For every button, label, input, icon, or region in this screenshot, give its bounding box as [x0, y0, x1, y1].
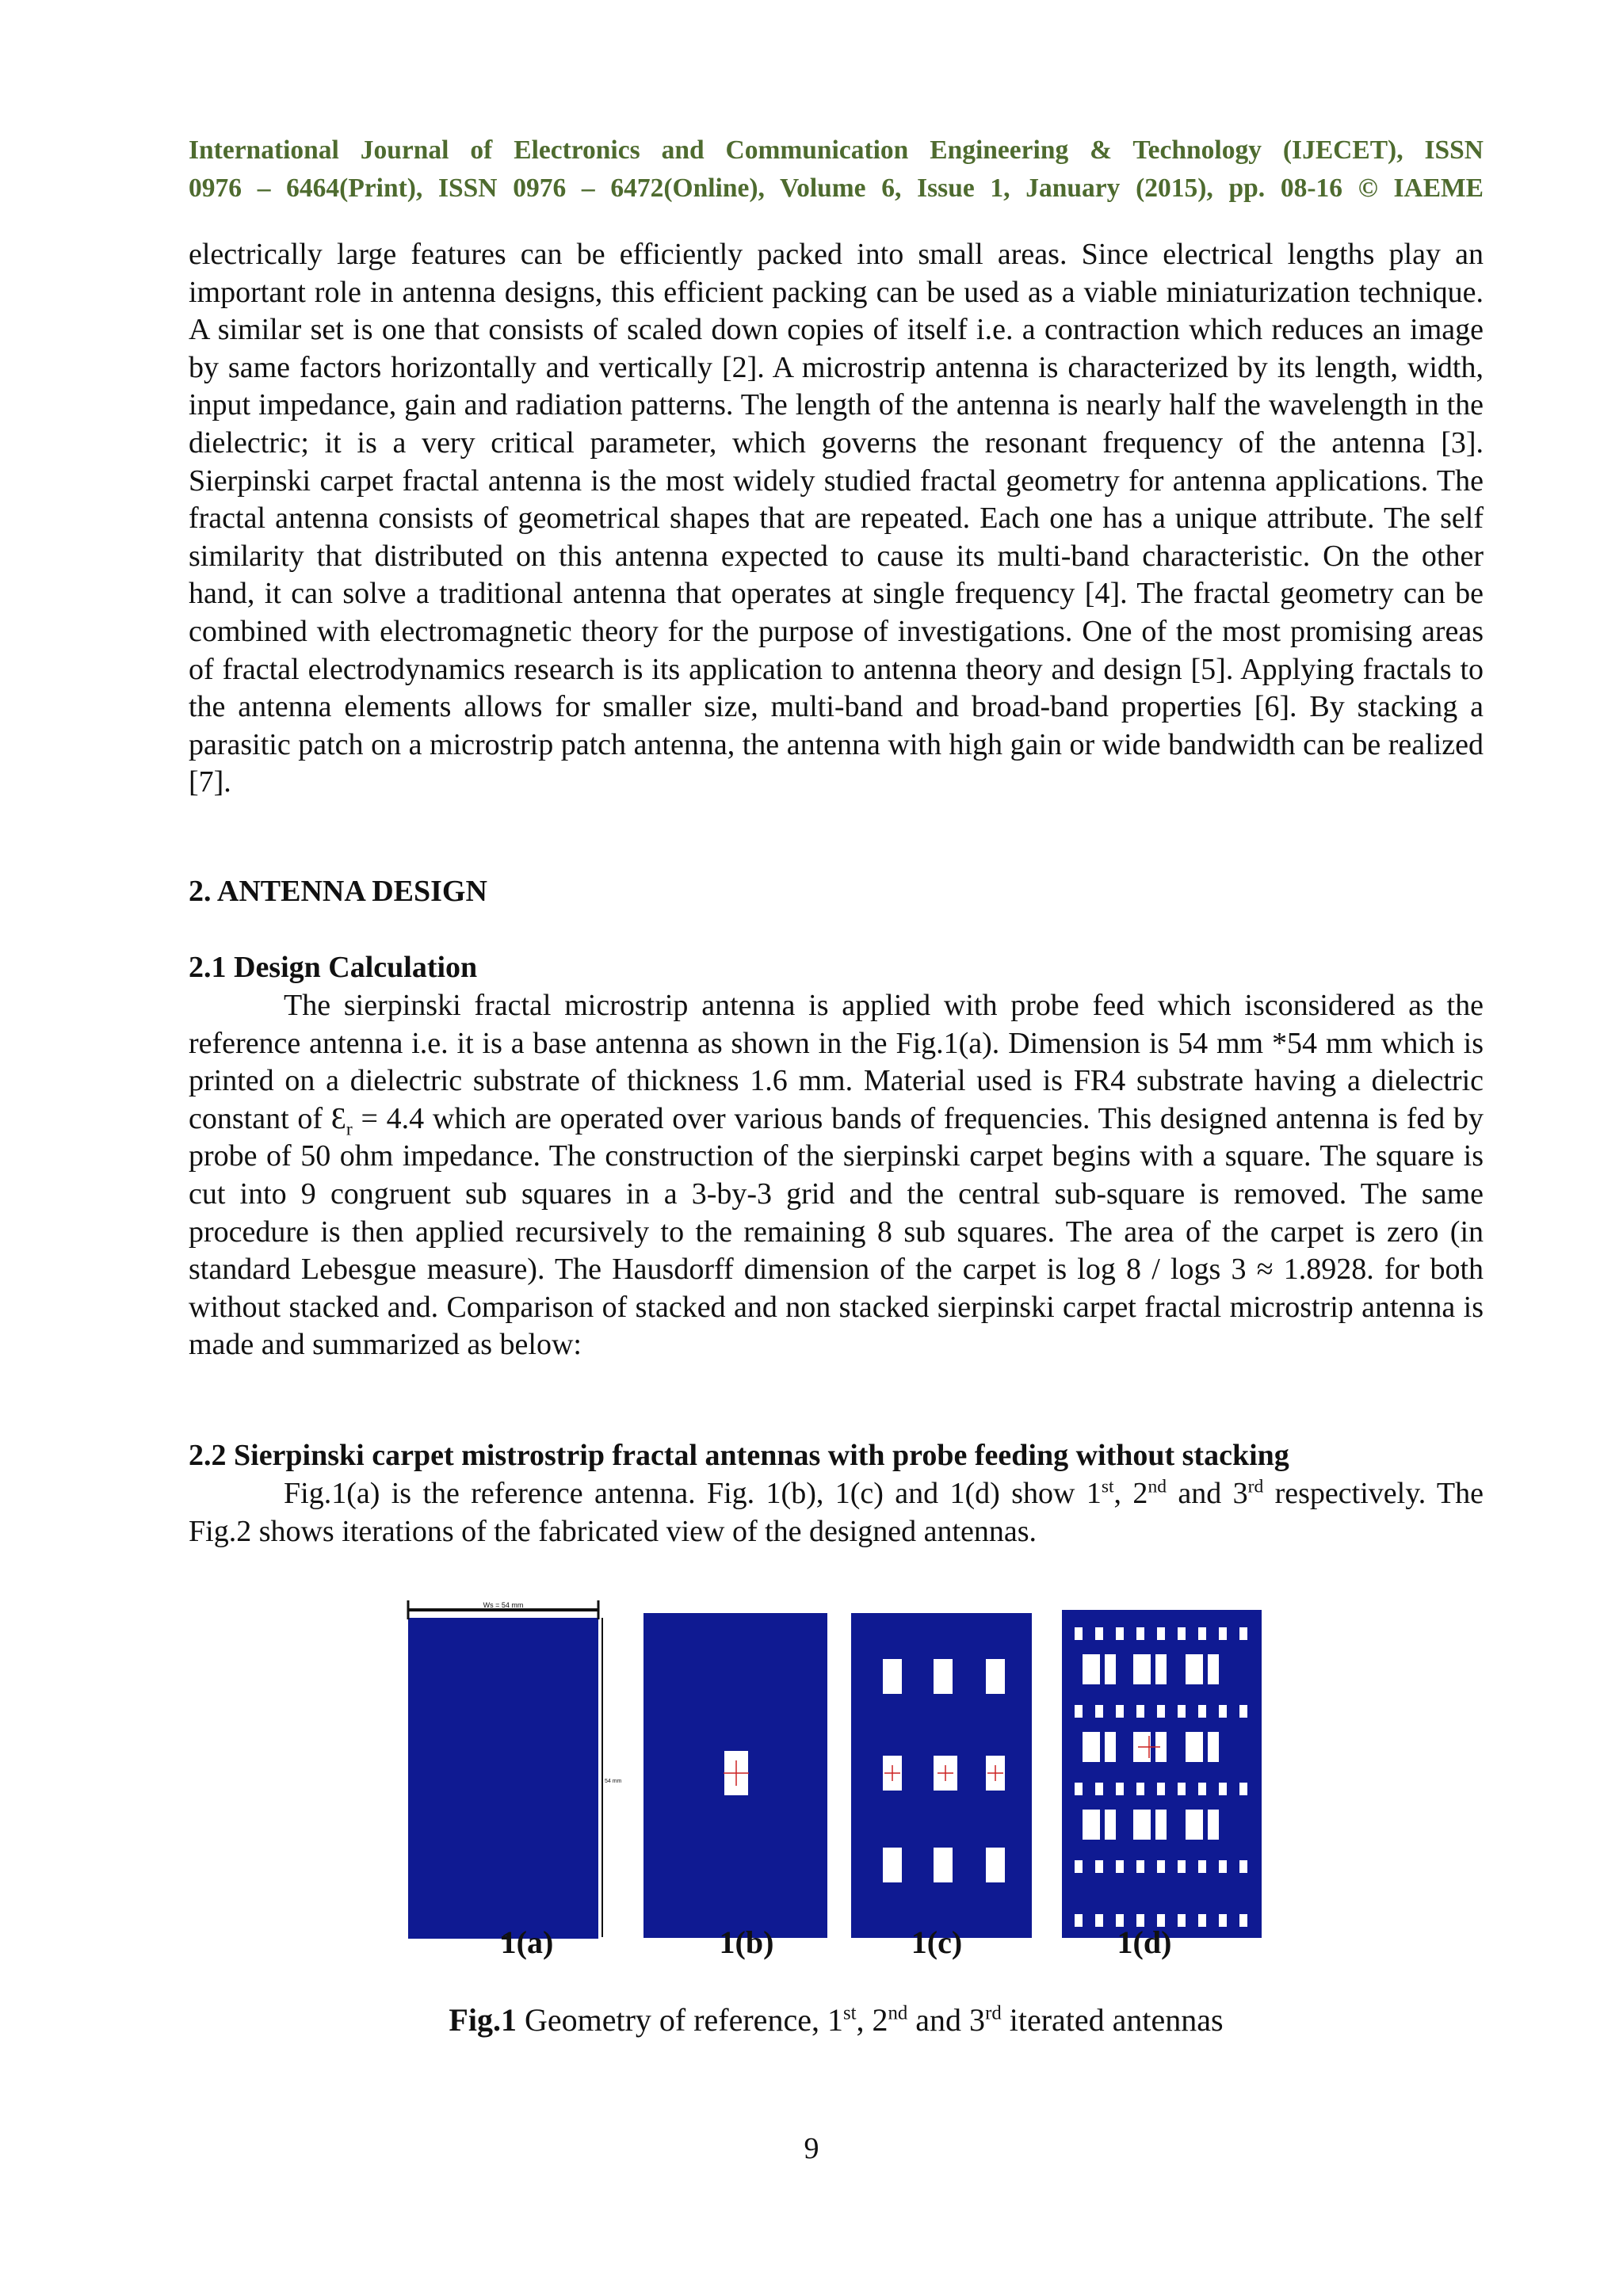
- hole-iteration-3-small: [1219, 1627, 1227, 1640]
- hole-iteration-3-large: [1083, 1732, 1100, 1762]
- label-1b: 1(b): [719, 1924, 774, 1960]
- hole-iteration-3-small: [1219, 1914, 1227, 1927]
- hole-iteration-3-large: [1133, 1654, 1151, 1684]
- hole-iteration-3-small: [1136, 1860, 1144, 1873]
- hole-iteration-3-small: [1157, 1860, 1165, 1873]
- caption-sup-rd: rd: [985, 2002, 1002, 2024]
- hole-iteration-3-small: [1219, 1860, 1227, 1873]
- section-2-2-text-a: Fig.1(a) is the reference antenna. Fig. 1(b), 1(c) and 1(d) show 1: [284, 1477, 1102, 1510]
- hole-iteration-3-small: [1116, 1627, 1124, 1640]
- hole-iteration-3-small: [1157, 1783, 1165, 1795]
- section-2-2-heading: 2.2 Sierpinski carpet mistrostrip fractal antennas with probe feeding without stacking: [189, 1439, 1289, 1472]
- hole-iteration-3-small: [1219, 1783, 1227, 1795]
- hole-iteration-3-small: [1178, 1705, 1186, 1718]
- hole-iteration-3-large: [1208, 1654, 1219, 1684]
- hole-iteration-3-small: [1178, 1860, 1186, 1873]
- caption-comma: , 2: [856, 2002, 888, 2038]
- section-2-1-paragraph: [189, 987, 1484, 1364]
- hole-iteration-3-large: [1083, 1654, 1100, 1684]
- caption-sup-nd: nd: [888, 2002, 908, 2024]
- journal-header-line-1: International Journal of Electronics and Communication Engineering & Technology (IJECET), ISSN: [189, 135, 1484, 165]
- hole-iteration-3-large: [1105, 1654, 1116, 1684]
- page-number: 9: [804, 2132, 819, 2165]
- text-comma: , 2: [1113, 1477, 1148, 1510]
- caption-text-a: Geometry of reference, 1: [516, 2002, 843, 2038]
- hole-iteration-3-small: [1116, 1705, 1124, 1718]
- sup-nd: nd: [1148, 1476, 1167, 1497]
- panel-1c-second-iteration: [851, 1613, 1032, 1938]
- sup-st: st: [1101, 1476, 1114, 1497]
- text-and: and 3: [1166, 1477, 1248, 1510]
- panel-1b-first-iteration: [643, 1613, 827, 1938]
- hole-iteration-3-small: [1178, 1627, 1186, 1640]
- epsilon-symbol: Ɛ: [330, 1101, 346, 1135]
- panel-1d-third-iteration: [1062, 1610, 1262, 1938]
- section-2-2-text-b: respectively. The Fig.2 shows iterations of the fabricated view of the designed antennas.: [189, 1477, 1484, 1548]
- hole-iteration-3-large: [1105, 1810, 1116, 1840]
- hole-iteration-3-small: [1075, 1627, 1083, 1640]
- dimension-label-side: 54 mm: [605, 1779, 622, 1784]
- section-2-heading: 2. ANTENNA DESIGN: [189, 875, 487, 908]
- hole-iteration-2: [883, 1659, 902, 1694]
- hole-iteration-3-small: [1157, 1705, 1165, 1718]
- hole-iteration-3-small: [1219, 1705, 1227, 1718]
- label-1a: 1(a): [500, 1924, 554, 1960]
- intro-text: electrically large features can be efficiently packed into small areas. Since electrical lengths play an important role in antenna designs, this efficient packing can be used as a viable miniaturization technique. A similar set is one that consists of scaled down copies of itself i.e. a contraction which reduces an image by same factors horizontally and vertically [2]. A microstrip antenna is characterized by its length, width, input impedance, gain and radiation patterns. The length of the antenna is nearly half the wavelength in the dielectric; it is a very critical parameter, which governs the resonant frequency of the antenna [3]. Sierpinski carpet fractal antenna is the most widely studied fractal geometry for antenna applications. The fractal antenna consists of geometrical shapes that are repeated. Each one has a unique attribute. The self similarity that distributed on this antenna expected to cause its multi-band characteristic. On the other hand, it can solve a traditional antenna that operates at single frequency [4]. The fractal geometry can be combined with electromagnetic theory for the purpose of investigations. One of the most promising areas of fractal electrodynamics research is its application to antenna theory and design [5]. Applying fractals to the antenna elements allows for smaller size, multi-band and broad-band properties [6]. By stacking a parasitic patch on a microstrip patch antenna, the antenna with high gain or wide bandwidth can be realized [7].: [189, 238, 1484, 799]
- hole-iteration-3-large: [1155, 1654, 1167, 1684]
- hole-iteration-3-small: [1095, 1705, 1103, 1718]
- panel-1a-reference-antenna: [408, 1600, 622, 1939]
- figure-1: [404, 1592, 1276, 1957]
- hole-iteration-3-small: [1239, 1705, 1247, 1718]
- label-1c: 1(c): [911, 1924, 963, 1960]
- hole-iteration-3-small: [1239, 1627, 1247, 1640]
- hole-iteration-3-small: [1095, 1860, 1103, 1873]
- hole-iteration-3-small: [1136, 1783, 1144, 1795]
- section-2-1-text-a: The sierpinski fractal microstrip antenna is applied with probe feed which isconsidered as the reference antenna i.e. it is a base antenna as shown in the Fig.1(a). Dimension is 54 mm *54 mm which is printed on a dielectric substrate of thickness 1.6 mm. Material used is FR4 substrate having a dielectric constant of: [189, 989, 1484, 1135]
- hole-iteration-3-small: [1198, 1627, 1206, 1640]
- dimension-label-top: Ws = 54 mm: [483, 1601, 524, 1609]
- hole-iteration-3-small: [1178, 1783, 1186, 1795]
- hole-iteration-3-large: [1208, 1732, 1219, 1762]
- hole-iteration-3-large: [1105, 1732, 1116, 1762]
- section-2-1-text-b: = 4.4 which are operated over various bands of frequencies. This designed antenna is fed by probe of 50 ohm impedance. The construction of the sierpinski carpet begins with a square. The square is cut into 9 congruent sub squares in a 3-by-3 grid and the central sub-square is removed. The same procedure is then applied recursively to the remaining 8 sub squares. The area of the carpet is zero (in standard Lebesgue measure). The Hausdorff dimension of the carpet is log 8 / logs 3 ≈ 1.8928. for both without stacked and. Comparison of stacked and non stacked sierpinski carpet fractal microstrip antenna is made and summarized as below:: [189, 1101, 1484, 1362]
- ground-patch-1a: [408, 1618, 598, 1939]
- hole-iteration-3-small: [1075, 1705, 1083, 1718]
- figure-1-caption: [189, 2001, 1484, 2039]
- hole-iteration-3-large: [1186, 1732, 1203, 1762]
- hole-iteration-3-small: [1239, 1860, 1247, 1873]
- hole-iteration-3-small: [1095, 1783, 1103, 1795]
- hole-iteration-3-small: [1198, 1705, 1206, 1718]
- hole-iteration-3-small: [1095, 1627, 1103, 1640]
- journal-header: [189, 132, 1484, 208]
- hole-iteration-2: [883, 1848, 902, 1882]
- hole-iteration-2: [934, 1848, 953, 1882]
- hole-iteration-3-small: [1239, 1783, 1247, 1795]
- journal-header-line-2: 0976 – 6464(Print), ISSN 0976 – 6472(Online), Volume 6, Issue 1, January (2015), pp. 08-16 © IAEME: [189, 174, 1484, 203]
- hole-iteration-3-large: [1133, 1810, 1151, 1840]
- hole-iteration-2: [934, 1659, 953, 1694]
- antenna-geometry-figure: [404, 1592, 1276, 1957]
- hole-iteration-3-small: [1198, 1860, 1206, 1873]
- hole-iteration-3-small: [1116, 1860, 1124, 1873]
- hole-iteration-3-large: [1155, 1810, 1167, 1840]
- hole-iteration-3-small: [1157, 1627, 1165, 1640]
- caption-fig-label: Fig.1: [449, 2002, 517, 2038]
- hole-iteration-3-small: [1116, 1783, 1124, 1795]
- hole-iteration-2: [986, 1848, 1005, 1882]
- caption-and: and 3: [907, 2002, 986, 2038]
- hole-iteration-3-small: [1075, 1860, 1083, 1873]
- hole-iteration-3-large: [1083, 1810, 1100, 1840]
- label-1d: 1(d): [1117, 1924, 1172, 1960]
- section-2-1-heading: 2.1 Design Calculation: [189, 951, 478, 984]
- hole-iteration-3-small: [1136, 1705, 1144, 1718]
- hole-iteration-3-large: [1186, 1654, 1203, 1684]
- caption-text-b: iterated antennas: [1001, 2002, 1224, 2038]
- epsilon-subscript: r: [346, 1119, 353, 1140]
- hole-iteration-2: [986, 1659, 1005, 1694]
- hole-iteration-3-large: [1186, 1810, 1203, 1840]
- section-2-2-paragraph: [189, 1475, 1484, 1550]
- hole-iteration-3-small: [1198, 1783, 1206, 1795]
- hole-iteration-3-small: [1239, 1914, 1247, 1927]
- hole-iteration-3-large: [1208, 1810, 1219, 1840]
- intro-paragraph: [189, 236, 1484, 802]
- sup-rd: rd: [1247, 1476, 1264, 1497]
- hole-iteration-3-small: [1136, 1627, 1144, 1640]
- caption-sup-st: st: [842, 2002, 857, 2024]
- hole-iteration-3-small: [1075, 1783, 1083, 1795]
